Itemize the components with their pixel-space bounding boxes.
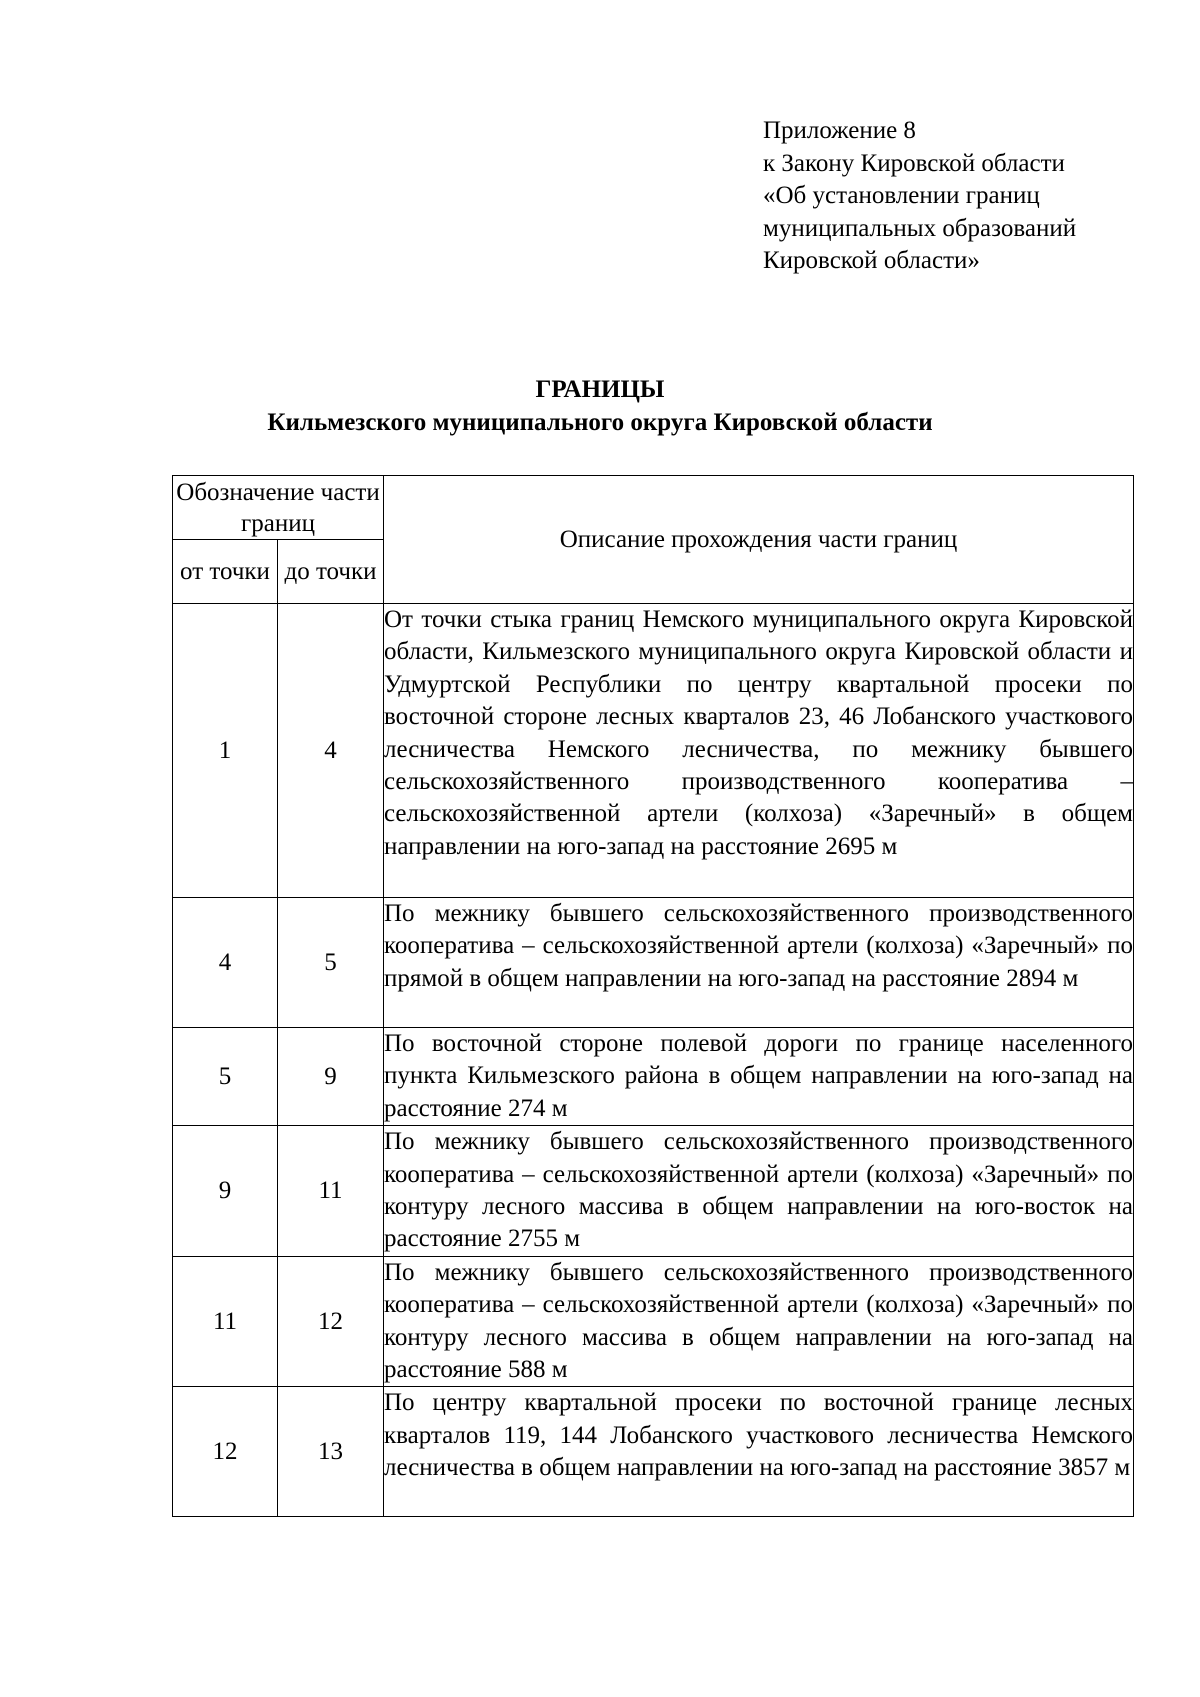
- header-description: Описание прохождения части границ: [384, 476, 1134, 604]
- appendix-line: к Закону Кировской области: [763, 149, 1065, 177]
- table-row: [173, 1028, 1134, 1126]
- appendix-line: «Об установлении границ: [763, 182, 1040, 209]
- header-designation: Обозначение части границ: [173, 476, 384, 540]
- description-cell: По восточной стороне полевой дороги по границе населенного пункта Кильмезского района в общем направлении на юго-запад на расстояние 274 м: [384, 1028, 1134, 1126]
- appendix-line: муниципальных образований: [763, 214, 1077, 242]
- appendix-line: Кировской области»: [763, 247, 980, 274]
- description-cell: По центру квартальной просеки по восточной границе лесных кварталов 119, 144 Лобанского участкового лесничества Немского лесничества в общем направлении на юго-запад на расстояние 3857 м: [384, 1387, 1134, 1517]
- table-row: [173, 1387, 1134, 1517]
- appendix-line: Приложение 8: [763, 117, 916, 144]
- from-point-cell: 4: [173, 898, 278, 1028]
- table-row: [173, 1126, 1134, 1257]
- description-cell: По межнику бывшего сельскохозяйственного производственного кооператива – сельскохозяйственной артели (колхоза) «Заречный» по контуру лесного массива в общем направлении на юго-восток на расстояние 2755 м: [384, 1126, 1134, 1257]
- boundaries-table: [172, 475, 1134, 1517]
- table-row: [173, 604, 1134, 898]
- to-point-cell: 12: [278, 1256, 384, 1387]
- from-point-cell: 1: [173, 604, 278, 898]
- from-point-cell: 9: [173, 1126, 278, 1257]
- document-title: ГРАНИЦЫ: [535, 376, 665, 403]
- from-point-cell: 11: [173, 1256, 278, 1387]
- to-point-cell: 9: [278, 1028, 384, 1126]
- table-row: [173, 1256, 1134, 1387]
- header-to-point: до точки: [278, 540, 384, 604]
- table-row: [173, 898, 1134, 1028]
- description-cell: По межнику бывшего сельскохозяйственного производственного кооператива – сельскохозяйственной артели (колхоза) «Заречный» по прямой в общем направлении на юго-запад на расстояние 2894 м: [384, 898, 1134, 1028]
- to-point-cell: 11: [278, 1126, 384, 1257]
- appendix-note: [763, 115, 1163, 278]
- to-point-cell: 13: [278, 1387, 384, 1517]
- document-heading: [0, 373, 1200, 439]
- description-cell: От точки стыка границ Немского муниципального округа Кировской области, Кильмезского муниципального округа Кировской области и Удмуртской Республики по центру квартальной просеки по восточной стороне лесных кварталов 23, 46 Лобанского участкового лесничества Немского лесничества, по межнику бывшего сельскохозяйственного производственного кооператива – сельскохозяйственной артели (колхоза) «Заречный» в общем направлении на юго-запад на расстояние 2695 м: [384, 604, 1134, 898]
- description-cell: По межнику бывшего сельскохозяйственного производственного кооператива – сельскохозяйственной артели (колхоза) «Заречный» по контуру лесного массива в общем направлении на юго-запад на расстояние 588 м: [384, 1256, 1134, 1387]
- from-point-cell: 12: [173, 1387, 278, 1517]
- from-point-cell: 5: [173, 1028, 278, 1126]
- header-from-point: от точки: [173, 540, 278, 604]
- to-point-cell: 5: [278, 898, 384, 1028]
- document-subtitle: Кильмезского муниципального округа Кировской области: [267, 409, 933, 436]
- to-point-cell: 4: [278, 604, 384, 898]
